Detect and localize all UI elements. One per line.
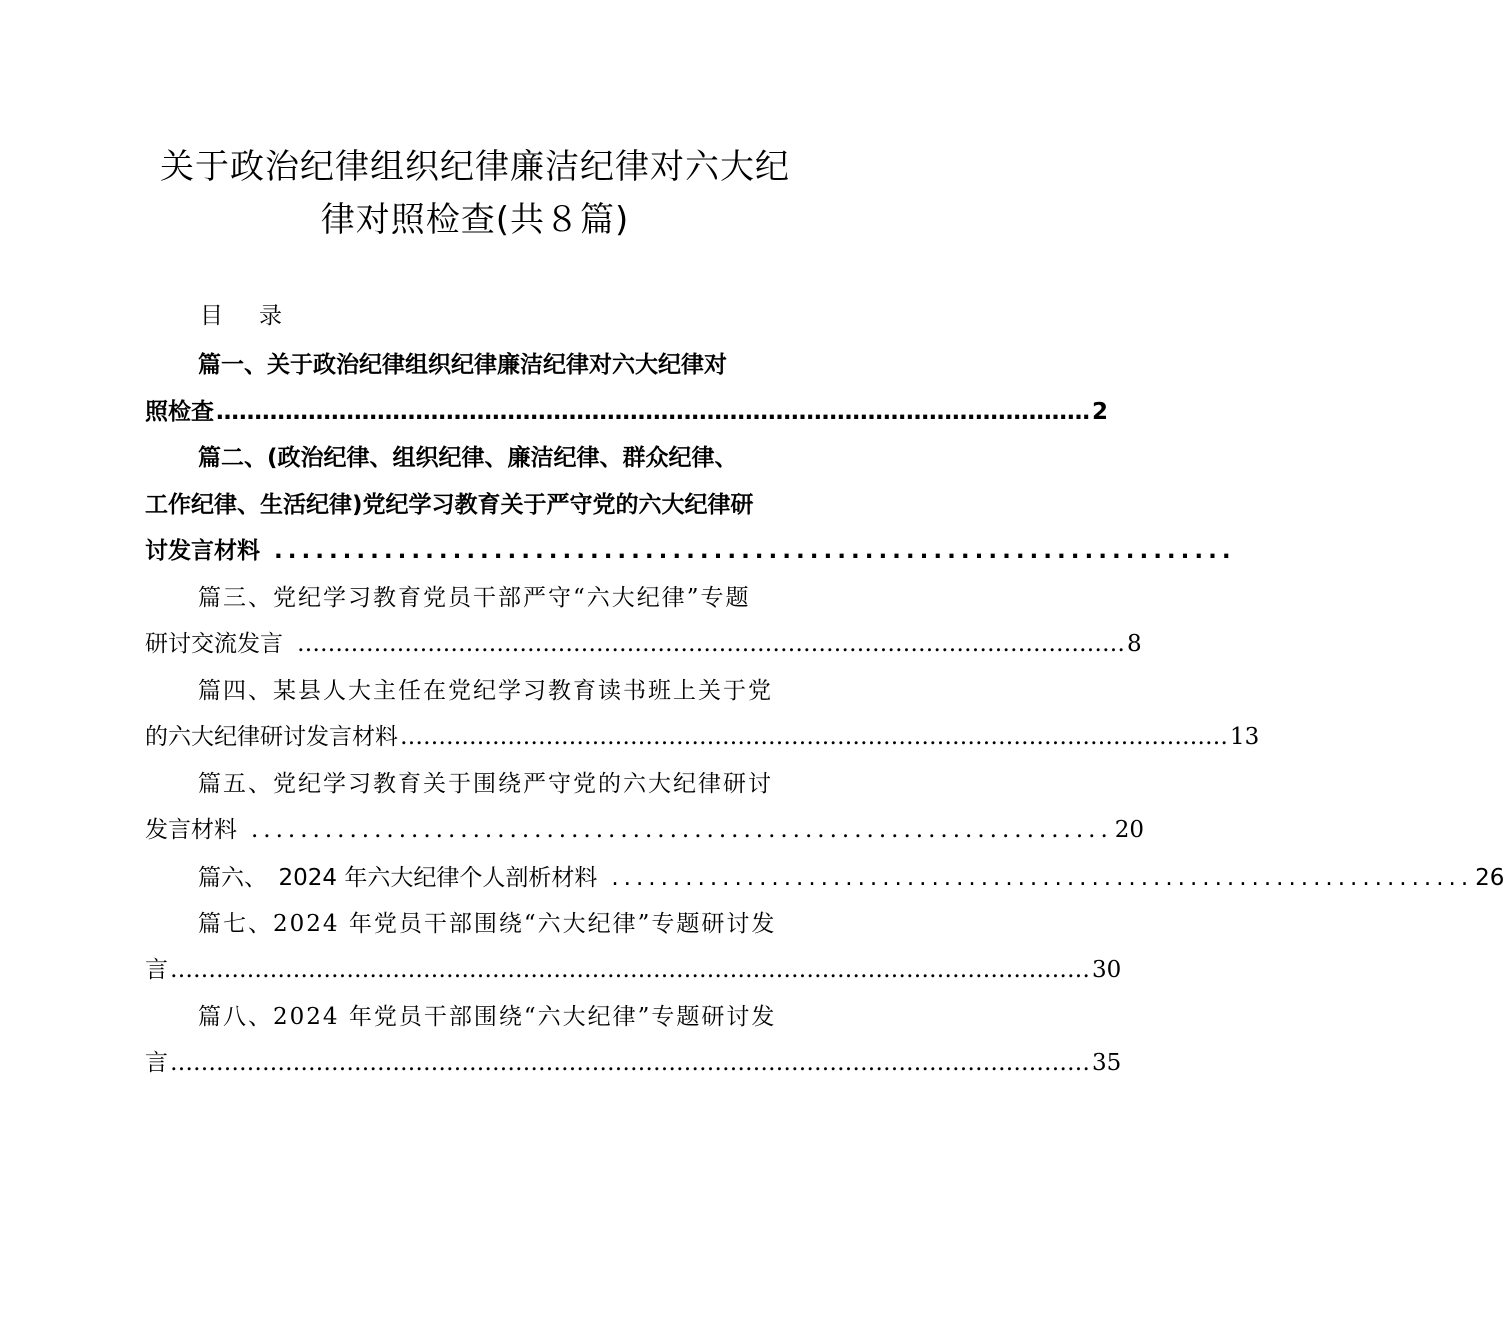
dot-leader: ………………………………………………………………………………………………………… [170,1050,1090,1076]
document-title-line-1: 关于政治纪律组织纪律廉洁纪律对六大纪 [160,147,790,187]
document-title-line-2: 律对照检查(共８篇) [320,200,630,240]
toc-heading-char-2: 录 [259,303,282,329]
page-number: 20 [1114,817,1145,843]
dot-leader: ...................................................................... [274,538,1236,564]
toc-entry-4-line-2[interactable]: 的六大纪律研讨发言材料 ……………………………………………………………………………………………… 13 [145,717,805,757]
page-number: 26 [1475,865,1504,891]
toc-entry-7-line-1[interactable]: 篇七、2024 年党员干部围绕“六大纪律”专题研讨发 [198,911,777,937]
dot-leader: …………………………………………………………………………………………………… [216,399,1090,425]
toc-entry-1-line-1[interactable]: 篇一、关于政治纪律组织纪律廉洁纪律对六大纪律对 [198,352,727,378]
dot-leader: ………………………………………………………………………………………………………… [170,957,1090,983]
dot-leader: ...................................................................... [251,817,1113,843]
toc-entry-1-line-2[interactable]: 照检查 …………………………………………………………………………………………………… 2 [145,392,805,432]
toc-entry-7-line-2[interactable]: 言 ………………………………………………………………………………………………………… 30 [145,950,805,990]
toc-entry-3-line-1[interactable]: 篇三、党纪学习教育党员干部严守“六大纪律”专题 [198,585,751,611]
toc-entry-4-line-1[interactable]: 篇四、某县人大主任在党纪学习教育读书班上关于党 [198,678,773,704]
page-number: 8 [1127,631,1142,657]
toc-heading-char-1: 目 [200,303,223,329]
page-number: 2 [1092,399,1109,425]
toc-entry-8-line-1[interactable]: 篇八、2024 年党员干部围绕“六大纪律”专题研讨发 [198,1004,777,1030]
toc-entry-6-line-1[interactable]: 篇六、 2024 年六大纪律个人剖析材料 ...................................................................... 26 [198,858,805,898]
page-number: 35 [1092,1050,1122,1076]
toc-entry-5-line-2[interactable]: 发言材料 ...................................................................... 20 [145,810,805,850]
page-number: 13 [1230,724,1260,750]
toc-entry-2-line-1[interactable]: 篇二、(政治纪律、组织纪律、廉洁纪律、群众纪律、 [198,445,738,471]
toc-entry-3-line-2[interactable]: 研讨交流发言 ……………………………………………………………………………………………… 8 [145,624,805,664]
toc-heading [200,300,282,332]
toc-entry-8-line-2[interactable]: 言 ………………………………………………………………………………………………………… 35 [145,1043,805,1083]
toc-entry-5-line-1[interactable]: 篇五、党纪学习教育关于围绕严守党的六大纪律研讨 [198,771,773,797]
dot-leader: ……………………………………………………………………………………………… [297,631,1125,657]
toc-entry-2-line-3[interactable]: 讨发言材料 ...................................................................... [145,531,805,571]
dot-leader: ……………………………………………………………………………………………… [400,724,1228,750]
toc-entry-2-line-2[interactable]: 工作纪律、生活纪律)党纪学习教育关于严守党的六大纪律研 [145,492,754,518]
page-number: 30 [1092,957,1122,983]
dot-leader: ...................................................................... [611,865,1474,891]
